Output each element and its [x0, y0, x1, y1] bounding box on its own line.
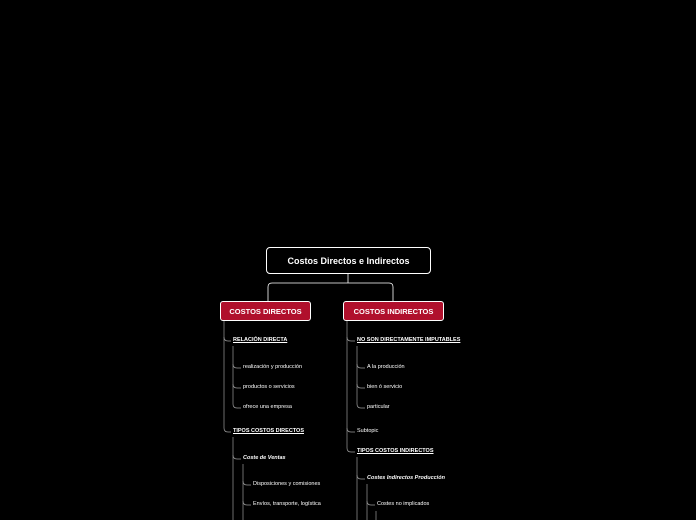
- subtopic-relacion-directa[interactable]: RELACIÓN DIRECTA: [233, 337, 288, 343]
- main-topic-costos-directos[interactable]: [220, 301, 311, 321]
- leaf-productos-servicios[interactable]: productos o servicios: [243, 384, 295, 390]
- connector-relacion-children: [233, 346, 241, 408]
- connector-no-imputables-children: [357, 346, 365, 408]
- leaf-realizacion-produccion[interactable]: realización y producción: [243, 364, 303, 370]
- subtopic-costes-indirectos-produccion[interactable]: Costes Indirectos Producción: [367, 475, 445, 481]
- main-topic-costos-indirectos[interactable]: [343, 301, 444, 321]
- connector-relacion: [224, 337, 231, 341]
- leaf-a-la-produccion[interactable]: A la producción: [367, 364, 405, 370]
- subtopic-coste-de-ventas[interactable]: Coste de Ventas: [243, 455, 286, 461]
- leaf-disposiciones-comisiones[interactable]: Disposiciones y comisiones: [253, 481, 321, 487]
- leaf-bien-servicio[interactable]: bien ó servicio: [367, 384, 403, 390]
- leaf-envios-transporte[interactable]: Envíos, transporte, logística: [253, 501, 321, 507]
- main-topic-label: COSTOS DIRECTOS: [229, 306, 302, 316]
- connector-subtopic: [347, 428, 355, 432]
- leaf-particular[interactable]: particular: [367, 404, 390, 410]
- connector-central-branch: [268, 283, 393, 301]
- leaf-costes-no-implicados[interactable]: Costes no implicados: [377, 501, 430, 507]
- subtopic-no-directamente-imputables[interactable]: NO SON DIRECTAMENTE IMPUTABLES: [357, 337, 461, 343]
- connector-directos-trunk: [224, 320, 231, 432]
- subtopic-tipos-costos-indirectos[interactable]: TIPOS COSTOS INDIRECTOS: [357, 448, 434, 454]
- main-topic-label: COSTOS INDIRECTOS: [353, 306, 434, 316]
- leaf-ofrece-empresa[interactable]: ofrece una empresa: [243, 404, 292, 410]
- central-topic[interactable]: [266, 247, 431, 274]
- connector-no-imputables: [347, 337, 355, 341]
- subtopic-tipos-costos-directos[interactable]: TIPOS COSTOS DIRECTOS: [233, 428, 305, 434]
- central-topic-label: Costos Directos e Indirectos: [287, 255, 410, 266]
- subtopic-placeholder[interactable]: Subtopic: [357, 428, 379, 434]
